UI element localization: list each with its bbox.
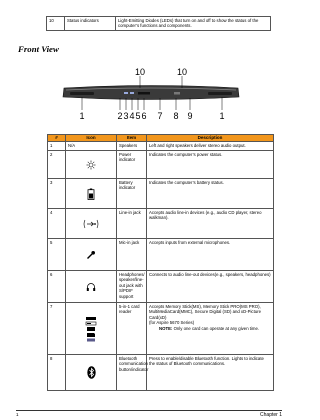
- callout-label: 1: [79, 111, 85, 121]
- row-item: Headphones/ speaker/line-out jack with S/PDIF support: [117, 271, 147, 303]
- table-row: [48, 142, 274, 151]
- note-label: NOTE:: [159, 325, 173, 331]
- front-view-table: [47, 134, 274, 391]
- table-row: [48, 271, 274, 303]
- right-speaker-grill: [208, 92, 232, 95]
- ms-pro-icon: [86, 322, 96, 325]
- table-row: [48, 355, 274, 391]
- callout-label: 4: [129, 111, 135, 121]
- row-description: Indicates the computer’s power status.: [147, 151, 274, 179]
- callout-label: 3: [123, 111, 129, 121]
- bluetooth-button: [174, 92, 180, 95]
- callout-label: 1: [219, 111, 225, 121]
- card-reader-icons: [66, 303, 117, 355]
- row-number: 8: [48, 355, 66, 391]
- row-item: Battery indicator: [117, 179, 147, 209]
- power-icon: [66, 151, 117, 179]
- xd-icon: [87, 338, 95, 341]
- row-description: Accepts inputs from external microphones.: [147, 239, 274, 271]
- row-item: Bluetooth communication button/indicator: [117, 355, 147, 391]
- row-number: 5: [48, 239, 66, 271]
- card-reader-series-note: (for Aspire 5670 Series): [149, 320, 195, 326]
- row-icon-na: N/A: [66, 142, 117, 151]
- callout-label: 10: [134, 67, 146, 77]
- bluetooth-icon: [66, 355, 117, 391]
- mmc-icon: [87, 327, 95, 331]
- status-indicators-table: [46, 16, 271, 31]
- microphone-icon: [66, 239, 117, 271]
- card-reader-note: [149, 326, 271, 331]
- row-description: [147, 303, 274, 355]
- memory-stick-icon: [86, 317, 96, 320]
- callout-label: 6: [141, 111, 147, 121]
- headphones-icon: [66, 271, 117, 303]
- chapter-label: Chapter 1: [260, 412, 282, 418]
- callout-label: 10: [176, 67, 188, 77]
- row-item: Speakers: [117, 142, 147, 151]
- header-description: Description: [147, 135, 274, 142]
- row-item: Power indicator: [117, 151, 147, 179]
- callout-label: 9: [187, 111, 193, 121]
- card-slot: [138, 92, 150, 95]
- row-number: 4: [48, 209, 66, 239]
- row-number: 3: [48, 179, 66, 209]
- table-row: [47, 17, 271, 31]
- table-row: [48, 179, 274, 209]
- sd-icon: [87, 333, 95, 337]
- row-number: 2: [48, 151, 66, 179]
- table-row: [48, 303, 274, 355]
- header-item: Item: [117, 135, 147, 142]
- row-description: Press to enable/disable Bluetooth function. Lights to indicate the status of Bluetooth communications.: [147, 355, 274, 391]
- row-description: Left and right speakers deliver stereo audio output.: [147, 142, 274, 151]
- header-icon: Icon: [66, 135, 117, 142]
- battery-icon: [66, 179, 117, 209]
- row-item: Mic-in jack: [117, 239, 147, 271]
- note-text: Only one card can operate at any given time.: [173, 325, 260, 331]
- page-number: 1: [16, 412, 19, 417]
- callout-label: 2: [117, 111, 123, 121]
- table-row: [48, 151, 274, 179]
- card-reader-description: Accepts Memory Stick(MS), Memory Stick PRO(MS PRO), MultiMediaCard(MMC), Secure Digital (SD) and xD-Picture Card(xD): [149, 304, 261, 320]
- led-dot: [130, 92, 134, 94]
- callout-label: 5: [135, 111, 141, 121]
- table-row: [48, 209, 274, 239]
- table-row: [48, 239, 274, 271]
- header-number: #: [48, 135, 66, 142]
- row-description: Accepts audio line-in devices (e.g., audio CD player, stereo walkman).: [147, 209, 274, 239]
- line-in-icon: [66, 209, 117, 239]
- row-number: 10: [47, 17, 65, 31]
- row-description: Indicates the computer’s battery status.: [147, 179, 274, 209]
- row-number: 7: [48, 303, 66, 355]
- row-number: 1: [48, 142, 66, 151]
- row-number: 6: [48, 271, 66, 303]
- laptop-front-view-illustration: [56, 66, 246, 124]
- row-item: 5-in-1 card reader: [117, 303, 147, 355]
- left-speaker-grill: [70, 92, 94, 95]
- row-item: Line-in jack: [117, 209, 147, 239]
- row-description: Light-Emitting Diodes (LEDs) that turn on and off to show the status of the computer’s functions and components.: [116, 17, 271, 31]
- callout-label: 8: [173, 111, 179, 121]
- callout-label: 7: [157, 111, 163, 121]
- row-item: Status indicators: [65, 17, 116, 31]
- row-description: Connects to audio line-out devices(e.g., speakers, headphones): [147, 271, 274, 303]
- led-dot: [124, 92, 128, 94]
- table-header-row: [48, 135, 274, 142]
- section-title: Front View: [18, 44, 59, 54]
- footer-divider: [16, 410, 282, 411]
